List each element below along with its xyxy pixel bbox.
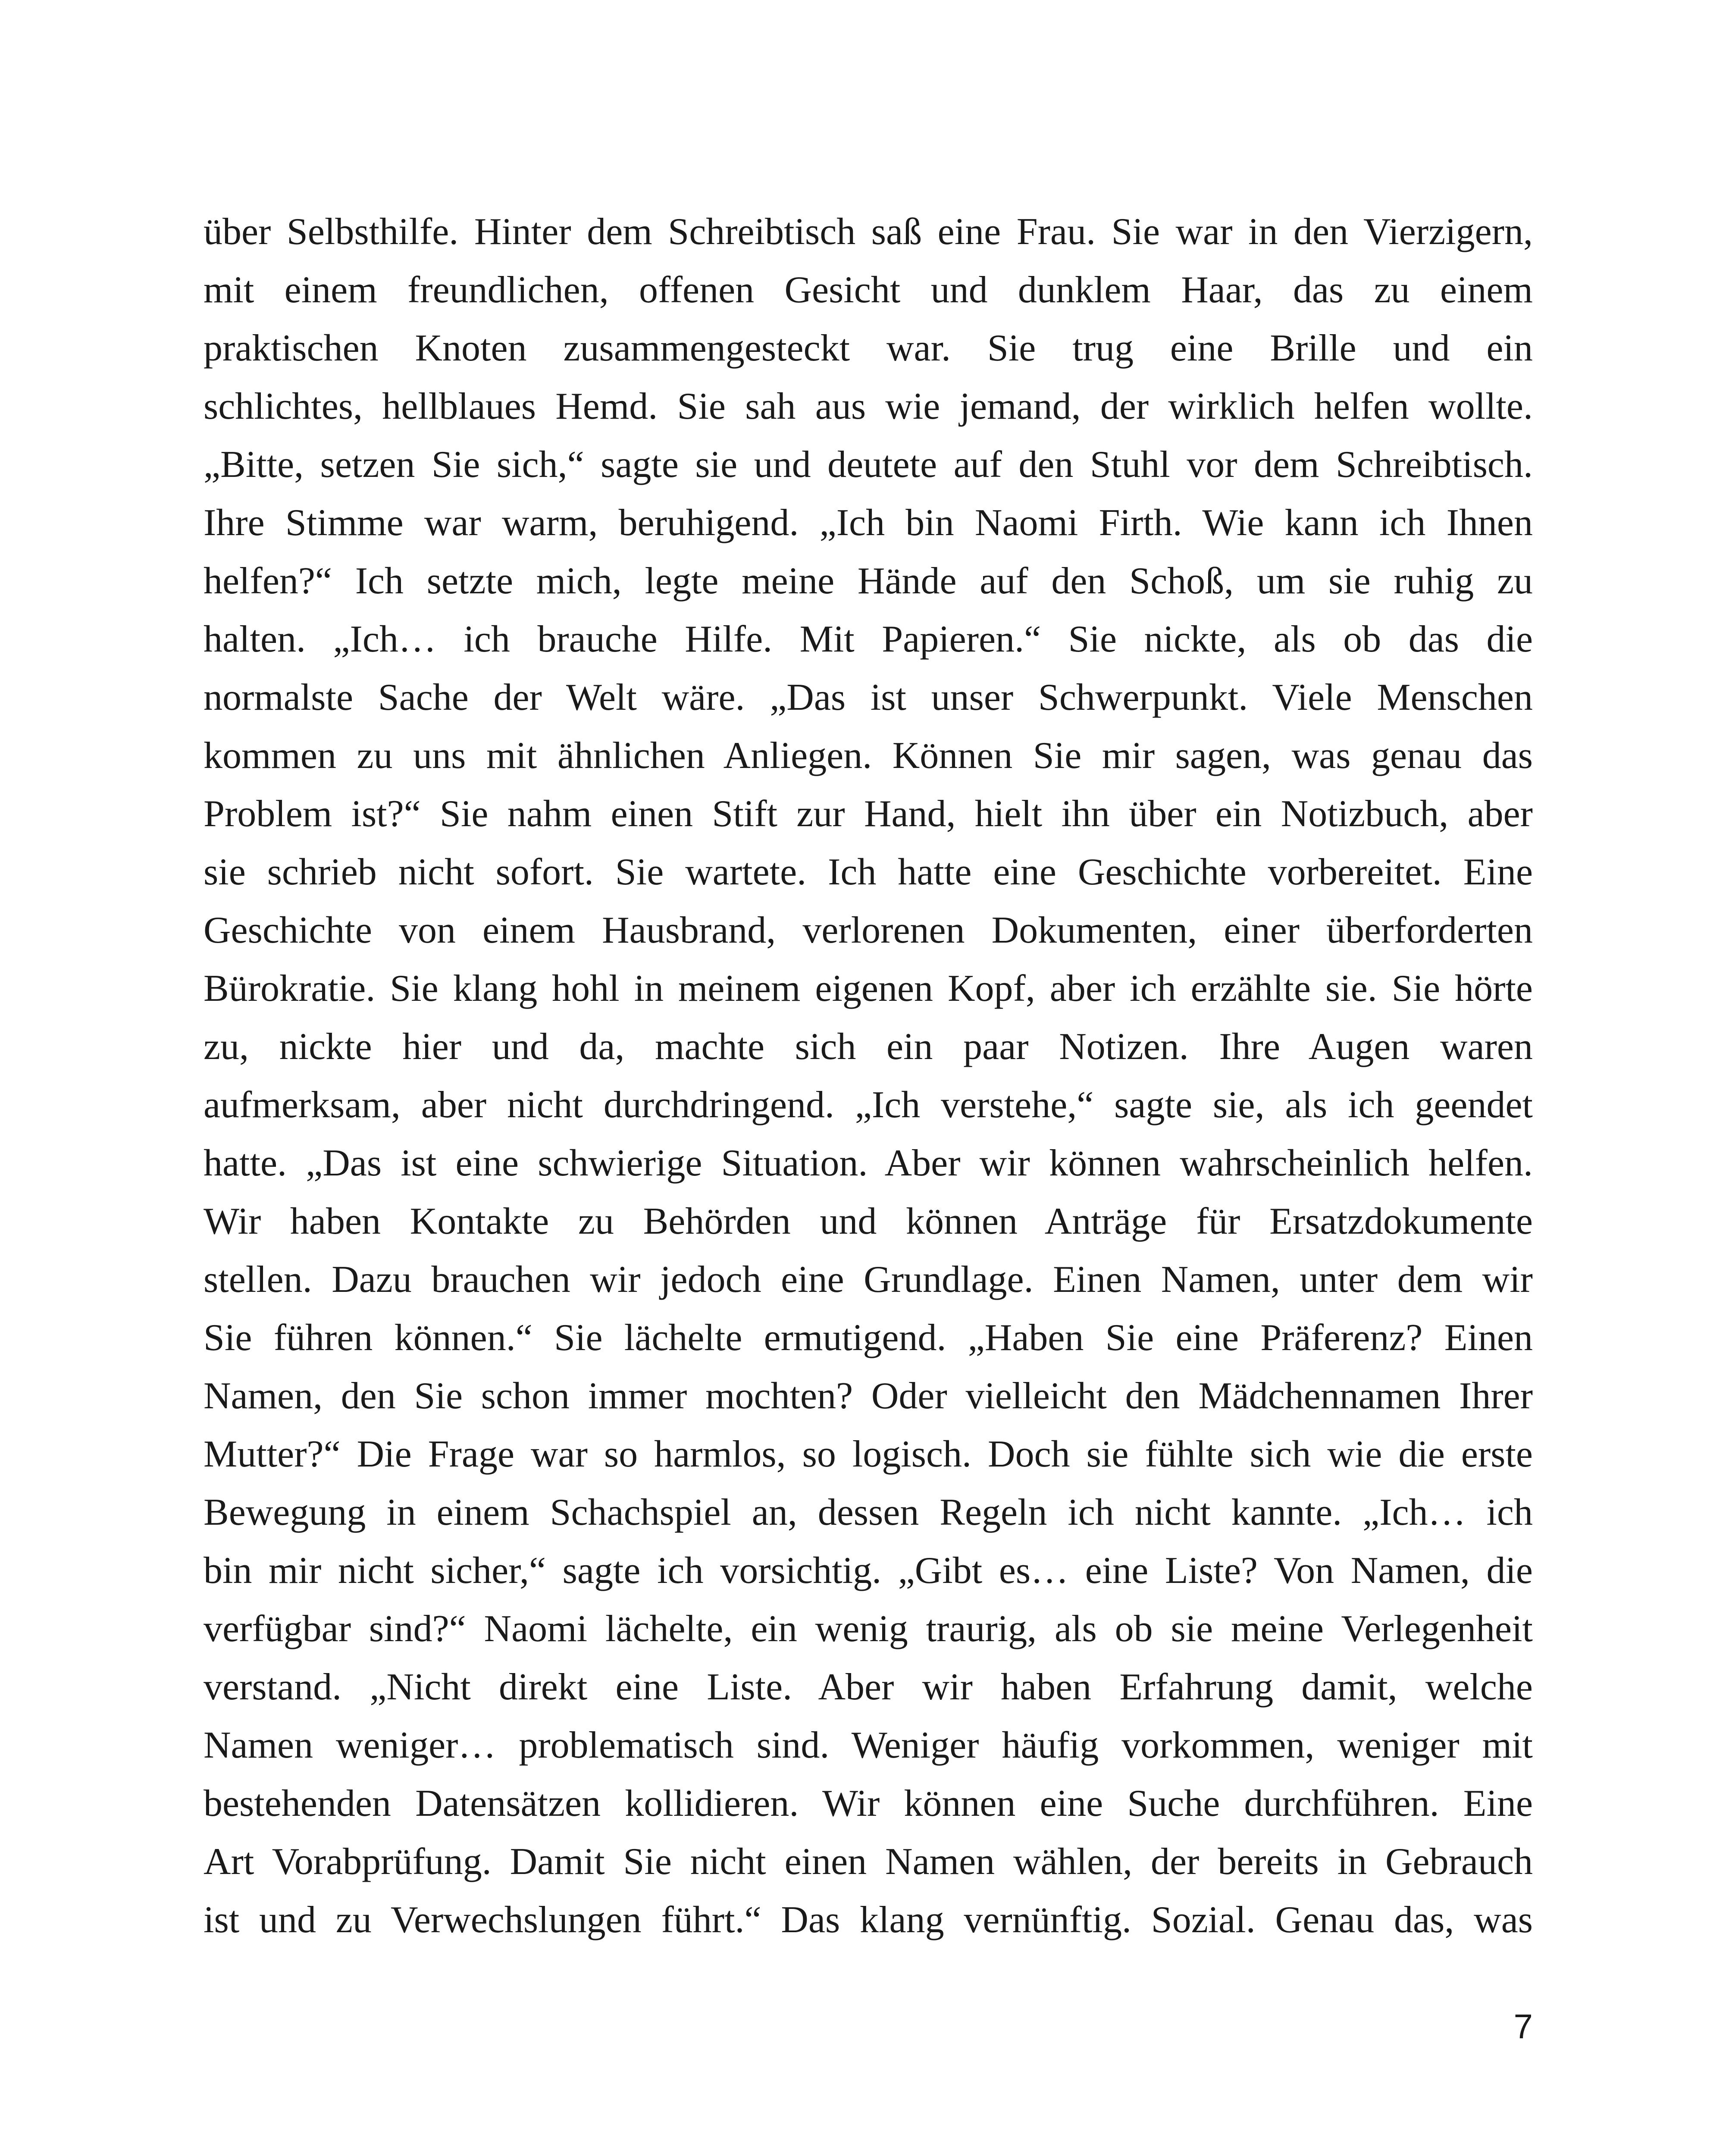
text-line: „Bitte, setzen Sie sich,“ sagte sie und deutete auf den Stuhl vor dem Schreibtisch. [204,444,1533,486]
text-line: Bewegung in einem Schachspiel an, dessen Regeln ich nicht kannte. „Ich… ich [204,1492,1533,1533]
text-line: hatte. „Das ist eine schwierige Situation. Aber wir können wahrscheinlich helfen. [204,1142,1533,1184]
text-line: ist und zu Verwechslungen führt.“ Das klang vernünftig. Sozial. Genau das, was [204,1899,1533,1941]
text-line: verstand. „Nicht direkt eine Liste. Aber wir haben Erfahrung damit, welche [204,1666,1533,1708]
text-line: praktischen Knoten zusammengesteckt war. Sie trug eine Brille und ein [204,327,1533,369]
text-line: normalste Sache der Welt wäre. „Das ist unser Schwerpunkt. Viele Menschen [204,677,1533,718]
body-text [204,203,1533,1949]
text-line: bin mir nicht sicher,“ sagte ich vorsichtig. „Gibt es… eine Liste? Von Namen, die [204,1550,1533,1592]
text-line: Bürokratie. Sie klang hohl in meinem eigenen Kopf, aber ich erzählte sie. Sie hörte [204,968,1533,1009]
text-line: Namen, den Sie schon immer mochten? Oder vielleicht den Mädchennamen Ihrer [204,1375,1533,1417]
text-line: kommen zu uns mit ähnlichen Anliegen. Können Sie mir sagen, was genau das [204,735,1533,777]
text-line: halten. „Ich… ich brauche Hilfe. Mit Papieren.“ Sie nickte, als ob das die [204,618,1533,660]
page-number: 7 [1513,2007,1533,2046]
text-line: Problem ist?“ Sie nahm einen Stift zur Hand, hielt ihn über ein Notizbuch, aber [204,793,1533,835]
text-line: helfen?“ Ich setzte mich, legte meine Hände auf den Schoß, um sie ruhig zu [204,560,1533,602]
text-line: schlichtes, hellblaues Hemd. Sie sah aus wie jemand, der wirklich helfen wollte. [204,385,1533,427]
text-line: aufmerksam, aber nicht durchdringend. „Ich verstehe,“ sagte sie, als ich geendet [204,1084,1533,1126]
text-line: zu, nickte hier und da, machte sich ein paar Notizen. Ihre Augen waren [204,1026,1533,1068]
text-line: Wir haben Kontakte zu Behörden und können Anträge für Ersatzdokumente [204,1200,1533,1242]
text-line: bestehenden Datensätzen kollidieren. Wir können eine Suche durchführen. Eine [204,1783,1533,1824]
text-line: mit einem freundlichen, offenen Gesicht und dunklem Haar, das zu einem [204,269,1533,311]
text-line: Art Vorabprüfung. Damit Sie nicht einen Namen wählen, der bereits in Gebrauch [204,1841,1533,1883]
text-line: stellen. Dazu brauchen wir jedoch eine Grundlage. Einen Namen, unter dem wir [204,1259,1533,1300]
text-line: sie schrieb nicht sofort. Sie wartete. Ich hatte eine Geschichte vorbereitet. Eine [204,851,1533,893]
text-line: Ihre Stimme war warm, beruhigend. „Ich bin Naomi Firth. Wie kann ich Ihnen [204,502,1533,544]
text-line: Geschichte von einem Hausbrand, verlorenen Dokumenten, einer überforderten [204,909,1533,951]
text-line: verfügbar sind?“ Naomi lächelte, ein wenig traurig, als ob sie meine Verlegenheit [204,1608,1533,1650]
text-line: Mutter?“ Die Frage war so harmlos, so logisch. Doch sie fühlte sich wie die erste [204,1433,1533,1475]
text-line: Sie führen können.“ Sie lächelte ermutigend. „Haben Sie eine Präferenz? Einen [204,1317,1533,1359]
text-line: Namen weniger… problematisch sind. Weniger häufig vorkommen, weniger mit [204,1724,1533,1766]
text-line: über Selbsthilfe. Hinter dem Schreibtisch saß eine Frau. Sie war in den Vierzigern, [204,211,1533,253]
